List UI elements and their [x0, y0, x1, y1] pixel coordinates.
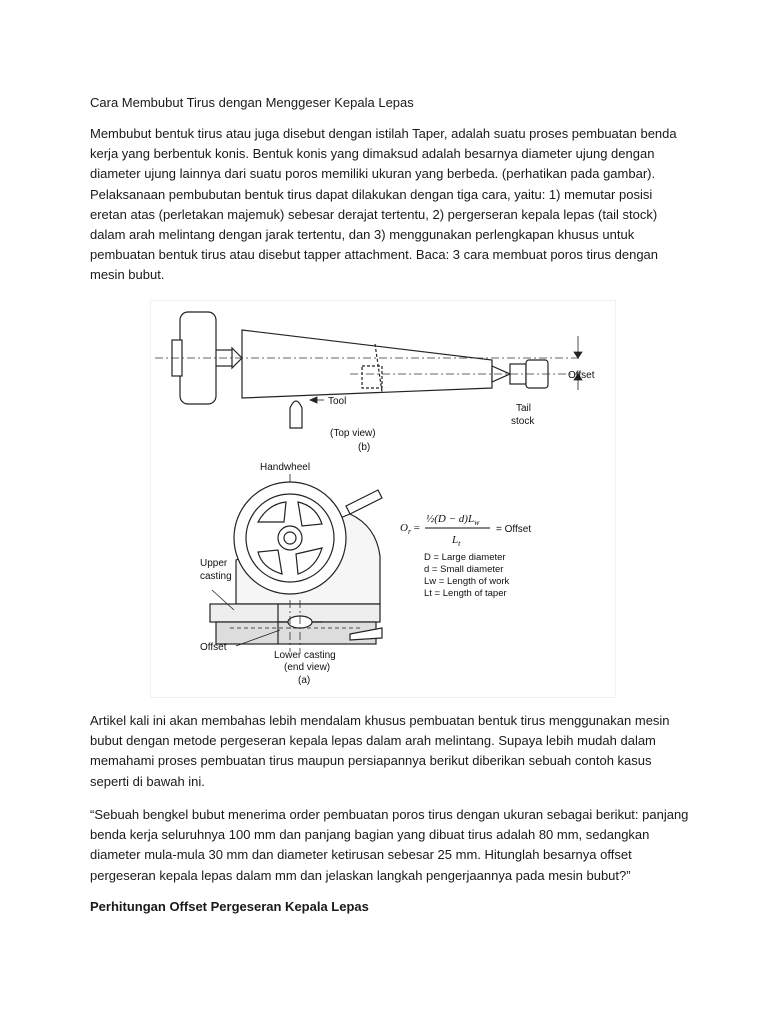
- legend-item: Lw = Length of work: [424, 576, 510, 587]
- text-line: kerja yang berbentuk konis. Bentuk konis yang dimaksud adalah besarnya diameter ujung dengan: [90, 146, 655, 162]
- label-lower-casting: Lower casting: [274, 650, 336, 661]
- text-line: memahami proses pembuatan tirus maupun persiapannya berikut diberikan sebuah contoh kasus: [90, 753, 652, 769]
- text-line: benda kerja seluruhnya 100 mm dan panjang bagian yang dibuat tirus adalah 80 mm, sedangkan: [90, 827, 650, 843]
- text-line: mesin bubut.: [90, 267, 165, 283]
- text-line: seperti di bawah ini.: [90, 773, 205, 789]
- label-offset-top: Offset: [568, 370, 595, 381]
- label-casting: casting: [200, 571, 232, 582]
- formula-numerator: ½(D − $d)L_w$: [426, 513, 480, 527]
- paragraph-case-quote: [90, 805, 690, 886]
- text-line: eretan atas (perletakan majemuk) sebesar derajat tertentu, 2) pergerseran kepala lepas (tail stock): [90, 206, 658, 222]
- formula-legend: [424, 552, 510, 599]
- label-b: (b): [358, 442, 371, 453]
- section-heading: Perhitungan Offset Pergeseran Kepala Lepas: [90, 899, 369, 914]
- label-upper: Upper: [200, 558, 228, 569]
- label-a: (a): [298, 675, 311, 686]
- text-line: “Sebuah bengkel bubut menerima order pembuatan poros tirus dengan ukuran sebagai berikut: panjang: [90, 807, 689, 822]
- legend-item: D = Large diameter: [424, 552, 506, 563]
- legend-item: Lt = Length of taper: [424, 588, 507, 599]
- paragraph-article: [90, 711, 690, 792]
- text-line: bubut dengan metode pergeseran kepala lepas dalam arah melintang. Supaya lebih mudah dalam: [90, 733, 656, 749]
- paragraph-intro: [90, 124, 690, 286]
- formula-denominator: $L_t$: [452, 534, 461, 548]
- legend-item: d = Small diameter: [424, 564, 504, 575]
- text-line: Artikel kali ini akan membahas lebih mendalam khusus pembuatan bentuk tirus menggunakan mesin: [90, 713, 670, 728]
- label-offset-bottom: Offset: [200, 642, 227, 653]
- text-line: diameter ujung lainnya dari suatu poros memiliki ukuran yang berbeda. (perhatikan pada gambar).: [90, 166, 656, 182]
- text-line: diameter mula-mula 30 mm dan diameter ketirusan sebesar 25 mm. Hitunglah besarnya offset: [90, 847, 632, 863]
- formula-rhs: = Offset: [496, 524, 532, 535]
- text-line: pergeseran kepala lepas dalam mm dan jelaskan langkah pengerjaannya pada mesin bubut?”: [90, 867, 631, 883]
- label-handwheel: Handwheel: [260, 462, 311, 473]
- figure-drawing: [150, 300, 616, 698]
- text-line: Membubut bentuk tirus atau juga disebut dengan istilah Taper, adalah suatu proses pembuatan benda: [90, 126, 677, 141]
- document-title: Cara Membubut Tirus dengan Menggeser Kepala Lepas: [90, 95, 414, 110]
- svg-text:=: =: [413, 522, 421, 534]
- text-line: pembuatan bentuk tirus atau disebut tapper attachment. Baca: 3 cara membuat poros tirus dengan: [90, 247, 659, 263]
- label-end-view: (end view): [284, 662, 331, 673]
- tailstock-offset-figure: [150, 300, 616, 698]
- text-line: Pelaksanaan pembubutan bentuk tirus dapat dilakukan dengan tiga cara, yaitu: 1) memutar posisi: [90, 186, 653, 202]
- text-line: dalam arah melintang dengan jarak tertentu, dan 3) menggunakan perlengkapan khusus untuk: [90, 227, 635, 243]
- label-top-view: (Top view): [330, 428, 376, 439]
- formula-lhs: $O_r$: [400, 522, 412, 536]
- label-tool: Tool: [328, 396, 347, 407]
- label-tail: Tail: [516, 403, 532, 414]
- label-stock: stock: [511, 416, 535, 427]
